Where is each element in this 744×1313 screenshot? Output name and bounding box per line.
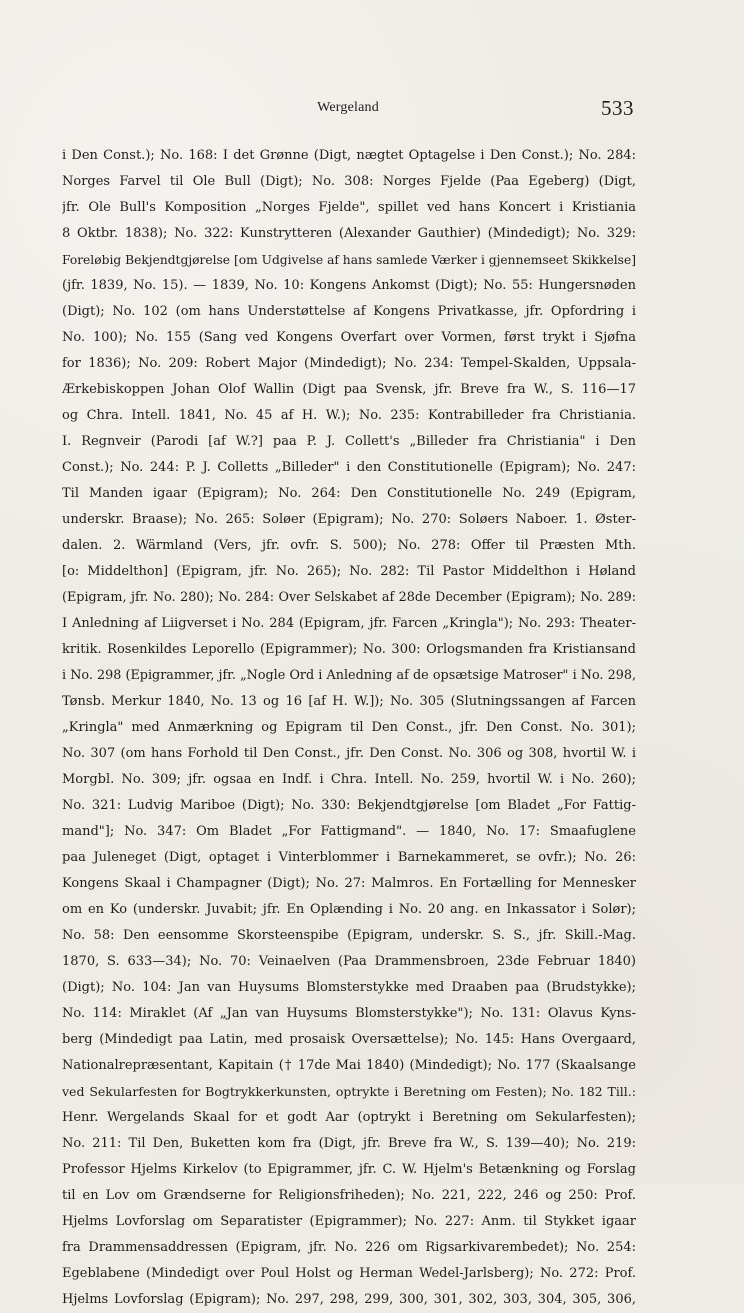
text-line: I Anledning af Liigverset i No. 284 (Epigram, jfr. Farcen „Kringla"); No. 293: Theater- [62,616,636,631]
text-line: Kongens Skaal i Champagner (Digt); No. 27: Malmros. En Fortælling for Mennesker [62,876,636,891]
text-line: Egeblabene (Mindedigt over Poul Holst og Herman Wedel-Jarlsberg); No. 272: Prof. [62,1266,636,1281]
text-line: til en Lov om Grændserne for Religionsfriheden); No. 221, 222, 246 og 250: Prof. [62,1188,636,1203]
text-line: Tønsb. Merkur 1840, No. 13 og 16 [af H. W.]); No. 305 (Slutningssangen af Farcen [62,694,636,709]
text-line: (Epigram, jfr. No. 280); No. 284: Over Selskabet af 28de December (Epigram); No. 289: [62,590,636,605]
text-line: om en Ko (underskr. Juvabit; jfr. En Oplænding i No. 20 ang. en Inkassator i Solør); [62,902,636,917]
text-line: jfr. Ole Bull's Komposition „Norges Fjelde", spillet ved hans Koncert i Kristiania [62,200,636,215]
text-line: „Kringla" med Anmærkning og Epigram til Den Const., jfr. Den Const. No. 301); [62,720,636,735]
text-line: Nationalrepræsentant, Kapitain († 17de Mai 1840) (Mindedigt); No. 177 (Skaalsange [62,1058,636,1073]
text-line: berg (Mindedigt paa Latin, med prosaisk Oversættelse); No. 145: Hans Overgaard, [62,1032,636,1047]
text-line: No. 58: Den eensomme Skorsteenspibe (Epigram, underskr. S. S., jfr. Skill.-Mag. [62,928,636,943]
text-line: Til Manden igaar (Epigram); No. 264: Den Constitutionelle No. 249 (Epigram, [62,486,636,501]
text-line: (Digt); No. 104: Jan van Huysums Blomsterstykke med Draaben paa (Brudstykke); [62,980,636,995]
text-line: Henr. Wergelands Skaal for et godt Aar (optrykt i Beretning om Sekularfesten); [62,1110,636,1125]
text-line: Norges Farvel til Ole Bull (Digt); No. 308: Norges Fjelde (Paa Egeberg) (Digt, [62,174,636,189]
page-number: 533 [601,96,634,120]
text-line: No. 321: Ludvig Mariboe (Digt); No. 330: Bekjendtgjørelse [om Bladet „For Fattig- [62,798,636,813]
text-line: [o: Middelthon] (Epigram, jfr. No. 265); No. 282: Til Pastor Middelthon i Høland [62,564,636,579]
text-line: Ærkebiskoppen Johan Olof Wallin (Digt paa Svensk, jfr. Breve fra W., S. 116—17 [62,382,636,397]
text-line: Foreløbig Bekjendtgjørelse [om Udgivelse af hans samlede Værker i gjennemseet Skikkelse] [62,253,636,267]
text-line: No. 307 (om hans Forhold til Den Const., jfr. Den Const. No. 306 og 308, hvortil W. i [62,746,636,761]
text-line: (Digt); No. 102 (om hans Understøttelse af Kongens Privatkasse, jfr. Opfordring i [62,304,636,319]
text-line: mand"]; No. 347: Om Bladet „For Fattigmand". — 1840, No. 17: Smaafuglene [62,824,636,839]
text-line: Const.); No. 244: P. J. Colletts „Billeder" i den Constitutionelle (Epigram); No. 247: [62,460,636,475]
running-head [62,96,634,130]
text-line: for 1836); No. 209: Robert Major (Mindedigt); No. 234: Tempel-Skalden, Uppsala- [62,356,636,371]
text-line: 8 Oktbr. 1838); No. 322: Kunstrytteren (Alexander Gauthier) (Mindedigt); No. 329: [62,226,636,241]
text-line: ved Sekularfesten for Bogtrykkerkunsten, optrykte i Beretning om Festen); No. 182 Till.: [62,1084,636,1099]
text-line: underskr. Braase); No. 265: Soløer (Epigram); No. 270: Soløers Naboer. 1. Øster- [62,512,636,527]
text-line: i No. 298 (Epigrammer, jfr. „Nogle Ord i Anledning af de opsætsige Matroser" i No. 298, [62,668,636,683]
text-line: paa Juleneget (Digt, optaget i Vinterblommer i Barnekammeret, se ovfr.); No. 26: [62,850,636,865]
text-line: (jfr. 1839, No. 15). — 1839, No. 10: Kongens Ankomst (Digt); No. 55: Hungersnøden [62,278,636,293]
text-line: kritik. Rosenkildes Leporello (Epigrammer); No. 300: Orlogsmanden fra Kristiansand [62,642,636,657]
text-line: dalen. 2. Wärmland (Vers, jfr. ovfr. S. 500); No. 278: Offer til Præsten Mth. [62,538,636,553]
text-line: 1870, S. 633—34); No. 70: Veinaelven (Paa Drammensbroen, 23de Februar 1840) [62,954,636,969]
running-head-title: Wergeland [317,100,379,115]
text-line: Professor Hjelms Kirkelov (to Epigrammer, jfr. C. W. Hjelm's Betænkning og Forslag [62,1162,636,1177]
text-line: No. 114: Miraklet (Af „Jan van Huysums Blomsterstykke"); No. 131: Olavus Kyns- [62,1006,636,1021]
text-line: og Chra. Intell. 1841, No. 45 af H. W.); No. 235: Kontrabilleder fra Christiania. [62,408,636,423]
text-line: Hjelms Lovforslag (Epigram); No. 297, 298, 299, 300, 301, 302, 303, 304, 305, 306, [62,1292,636,1307]
body-text [62,143,636,1313]
text-line: Hjelms Lovforslag om Separatister (Epigrammer); No. 227: Anm. til Stykket igaar [62,1214,636,1229]
text-line: i Den Const.); No. 168: I det Grønne (Digt, nægtet Optagelse i Den Const.); No. 284: [62,148,636,163]
text-line: I. Regnveir (Parodi [af W.?] paa P. J. Collett's „Billeder fra Christiania" i Den [62,434,636,449]
text-line: fra Drammensaddressen (Epigram, jfr. No. 226 om Rigsarkivarembedet); No. 254: [62,1240,636,1255]
text-line: No. 211: Til Den, Buketten kom fra (Digt, jfr. Breve fra W., S. 139—40); No. 219: [62,1136,636,1151]
text-line: Morgbl. No. 309; jfr. ogsaa en Indf. i Chra. Intell. No. 259, hvortil W. i No. 260); [62,772,636,787]
text-line: No. 100); No. 155 (Sang ved Kongens Overfart over Vormen, først trykt i Sjøfna [62,330,636,345]
